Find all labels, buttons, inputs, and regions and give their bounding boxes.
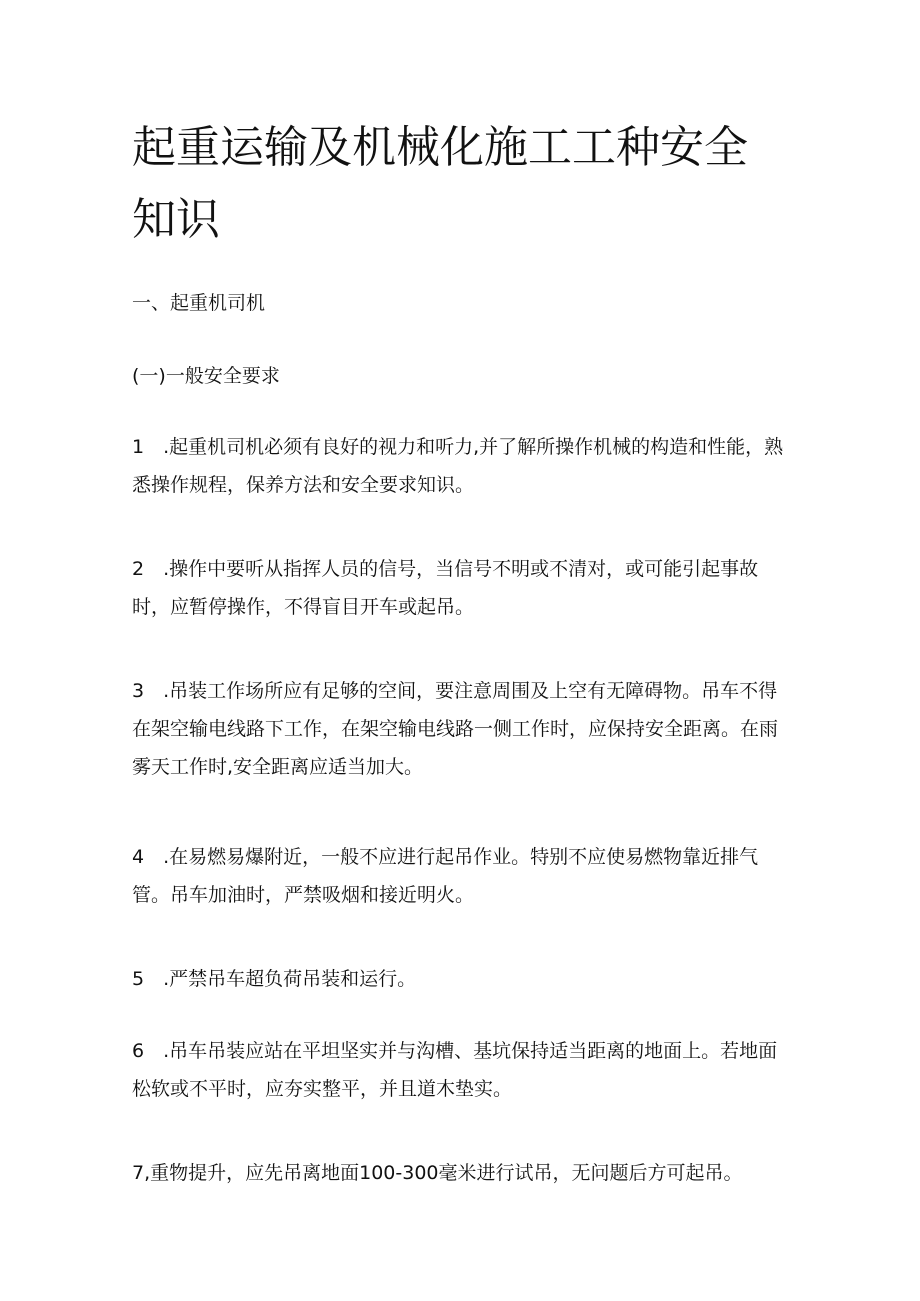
paragraph-5: 5 .严禁吊车超负荷吊装和运行。 bbox=[132, 968, 417, 990]
paragraph-3: 3 .吊装工作场所应有足够的空间，要注意周围及上空有无障碍物。吊车不得在架空输电线路下工作，在架空输电线路一侧工作时，应保持安全距离。在雨雾天工作时,安全距离应适当加大。 bbox=[132, 680, 779, 778]
paragraph-2: 2 .操作中要听从指挥人员的信号，当信号不明或不清对，或可能引起事故时，应暂停操作，不得盲目开车或起吊。 bbox=[132, 558, 759, 618]
paragraph-4: 4 .在易燃易爆附近，一般不应进行起吊作业。特别不应使易燃物靠近排气管。吊车加油时，严禁吸烟和接近明火。 bbox=[132, 846, 759, 906]
paragraph-7: 7,重物提升，应先吊离地面100-300毫米进行试吊，无问题后方可起吊。 bbox=[132, 1162, 743, 1184]
document-title: 起重运输及机械化施工工种安全知识 bbox=[132, 122, 748, 245]
paragraph-6: 6 .吊车吊装应站在平坦坚实并与沟槽、基坑保持适当距离的地面上。若地面松软或不平时，应夯实整平，并且道木垫实。 bbox=[132, 1040, 778, 1100]
paragraph-1: 1 .起重机司机必须有良好的视力和听力,并了解所操作机械的构造和性能，熟悉操作规程，保养方法和安全要求知识。 bbox=[132, 436, 784, 496]
section-heading: 一、起重机司机 bbox=[132, 292, 266, 314]
subsection-heading: (一)一般安全要求 bbox=[132, 365, 280, 387]
